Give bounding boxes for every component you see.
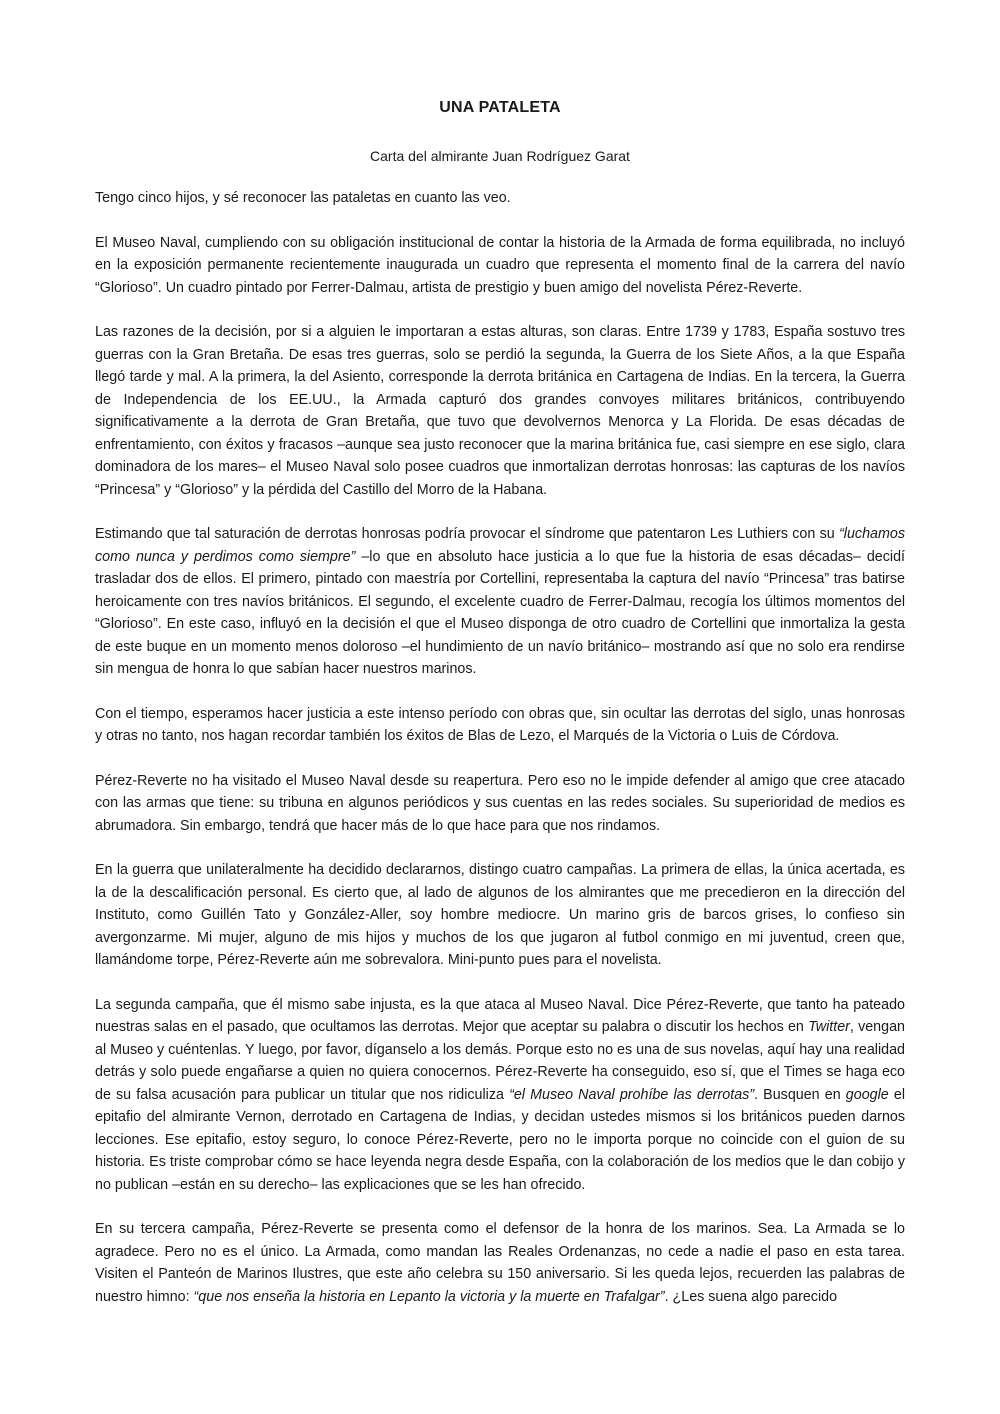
text-run: En su tercera campaña, Pérez-Reverte se presenta como el defensor de la honra de los marinos. Sea. La Armada se lo agradece. Pero no es el único. La Armada, como mandan las Reales Ordenanzas, no cede a nadie el paso en esta tarea. Visiten el Panteón de Marinos Ilustres, que este año celebra su 150 aniversario. Si les queda lejos, recuerden las palabras de nuestro himno: bbox=[95, 1221, 905, 1305]
letter-page bbox=[95, 98, 905, 1330]
text-run: . Busquen en bbox=[754, 1086, 846, 1103]
text-run: Las razones de la decisión, por si a alguien le importaran a estas alturas, son claras. Entre 1739 y 1783, España sostuvo tres guerras con la Gran Bretaña. De esas tres guerras, solo se perdió la segunda, la Guerra de los Siete Años, a la que España llegó tarde y mal. A la primera, la del Asiento, corresponde la derrota británica en Cartagena de Indias. En la tercera, la Guerra de Independencia de los EE.UU., la Armada capturó dos grandes convoyes militares británicos, contribuyendo significativamente a la derrota de Gran Bretaña, que tuvo que devolvernos Menorca y La Florida. De esas décadas de enfrentamiento, con éxitos y fracasos –aunque sea justo reconocer que la marina británica fue, casi siempre en ese siglo, clara dominadora de los mares– el Museo Naval solo posee cuadros que inmortalizan derrotas honrosas: las capturas de los navíos “Princesa” y “Glorioso” y la pérdida del Castillo del Morro de la Habana. bbox=[95, 324, 905, 498]
text-run: Pérez-Reverte no ha visitado el Museo Naval desde su reapertura. Pero eso no le impide defender al amigo que cree atacado con las armas que tiene: su tribuna en algunos periódicos y sus cuentas en las redes sociales. Su superioridad de medios es abrumadora. Sin embargo, tendrá que hacer más de lo que hace para que nos rindamos. bbox=[95, 772, 905, 834]
italic-run: Twitter bbox=[808, 1019, 850, 1035]
letter-subtitle: Carta del almirante Juan Rodríguez Garat bbox=[370, 148, 630, 164]
paragraph bbox=[95, 994, 905, 1197]
letter-title: UNA PATALETA bbox=[439, 99, 561, 116]
italic-run: google bbox=[845, 1086, 889, 1103]
text-run: En la guerra que unilateralmente ha decidido declararnos, distingo cuatro campañas. La primera de ellas, la única acertada, es la de la descalificación personal. Es cierto que, al lado de algunos de los almirantes que me precedieron en la dirección del Instituto, como Guillén Tato y González-Aller, soy hombre mediocre. Un marino gris de barcos grises, lo confieso sin avergonzarme. Mi mujer, alguno de mis hijos y muchos de los que jugaron al futbol conmigo en mi juventud, creen que, llamándome torpe, Pérez-Reverte aún me sobrevalora. Mini-punto pues para el novelista. bbox=[95, 862, 905, 968]
paragraph bbox=[95, 321, 905, 501]
paragraph bbox=[95, 1218, 905, 1308]
italic-run: “el Museo Naval prohíbe las derrotas” bbox=[509, 1086, 755, 1103]
text-run: La segunda campaña, que él mismo sabe injusta, es la que ataca al Museo Naval. Dice Pérez-Reverte, que tanto ha pateado nuestras salas en el pasado, que ocultamos las derrotas. Mejor que aceptar su palabra o discutir los hechos en bbox=[95, 996, 905, 1035]
letter-body bbox=[95, 187, 905, 1308]
paragraph bbox=[95, 523, 905, 681]
paragraph bbox=[95, 187, 905, 210]
text-run: Con el tiempo, esperamos hacer justicia a este intenso período con obras que, sin ocultar las derrotas del siglo, unas honrosas y otras no tanto, nos hagan recordar también los éxitos de Blas de Lezo, el Marqués de la Victoria o Luis de Córdova. bbox=[95, 705, 905, 744]
italic-run: “que nos enseña la historia en Lepanto la victoria y la muerte en Trafalgar” bbox=[193, 1288, 665, 1305]
text-run: –lo que en absoluto hace justicia a lo que fue la historia de esas décadas– decidí trasladar dos de ellos. El primero, pintado con maestría por Cortellini, representaba la captura del navío “Princesa” tras batirse heroicamente con tres navíos británicos. El segundo, el excelente cuadro de Ferrer-Dalmau, recogía los últimos momentos del “Glorioso”. En este caso, influyó en la decisión el que el Museo disponga de otro cuadro de Cortellini que inmortaliza la gesta de este buque en un momento menos doloroso –el hundimiento de un navío británico– mostrando así que no solo era rendirse sin mengua de honra lo que sabían hacer nuestros marinos. bbox=[95, 548, 905, 677]
paragraph bbox=[95, 859, 905, 972]
text-run: el epitafio del almirante Vernon, derrotado en Cartagena de Indias, y decidan ustedes mismos si los británicos pueden darnos lecciones. Ese epitafio, estoy seguro, lo conoce Pérez-Reverte, pero no le importa porque no coincide con el guion de su historia. Es triste comprobar cómo se hace leyenda negra desde España, con la colaboración de los medios que le dan cobijo y no publican –están en su derecho– las explicaciones que se les han ofrecido. bbox=[95, 1086, 905, 1193]
paragraph bbox=[95, 770, 905, 838]
text-run: , vengan al Museo y cuéntenlas. Y luego, por favor, díganselo a los demás. Porque esto no es una de sus novelas, aquí hay una realidad detrás y solo puede engañarse a quien no quiera conocernos. Pérez-Reverte ha conseguido, eso sí, que el Times se haga eco de su falsa acusación para publicar un titular que nos ridiculiza bbox=[95, 1019, 905, 1103]
italic-run: “luchamos como nunca y perdimos como siempre” bbox=[95, 526, 905, 565]
paragraph bbox=[95, 703, 905, 748]
text-run: . ¿Les suena algo parecido bbox=[664, 1288, 838, 1305]
text-run: Tengo cinco hijos, y sé reconocer las pataletas en cuanto las veo. bbox=[95, 190, 511, 206]
paragraph bbox=[95, 232, 905, 300]
text-run: El Museo Naval, cumpliendo con su obligación institucional de contar la historia de la Armada de forma equilibrada, no incluyó en la exposición permanente recientemente inaugurada un cuadro que representa el momento final de la carrera del navío “Glorioso”. Un cuadro pintado por Ferrer-Dalmau, artista de prestigio y buen amigo del novelista Pérez-Reverte. bbox=[95, 234, 905, 296]
text-run: Estimando que tal saturación de derrotas honrosas podría provocar el síndrome que patentaron Les Luthiers con su bbox=[95, 526, 840, 542]
